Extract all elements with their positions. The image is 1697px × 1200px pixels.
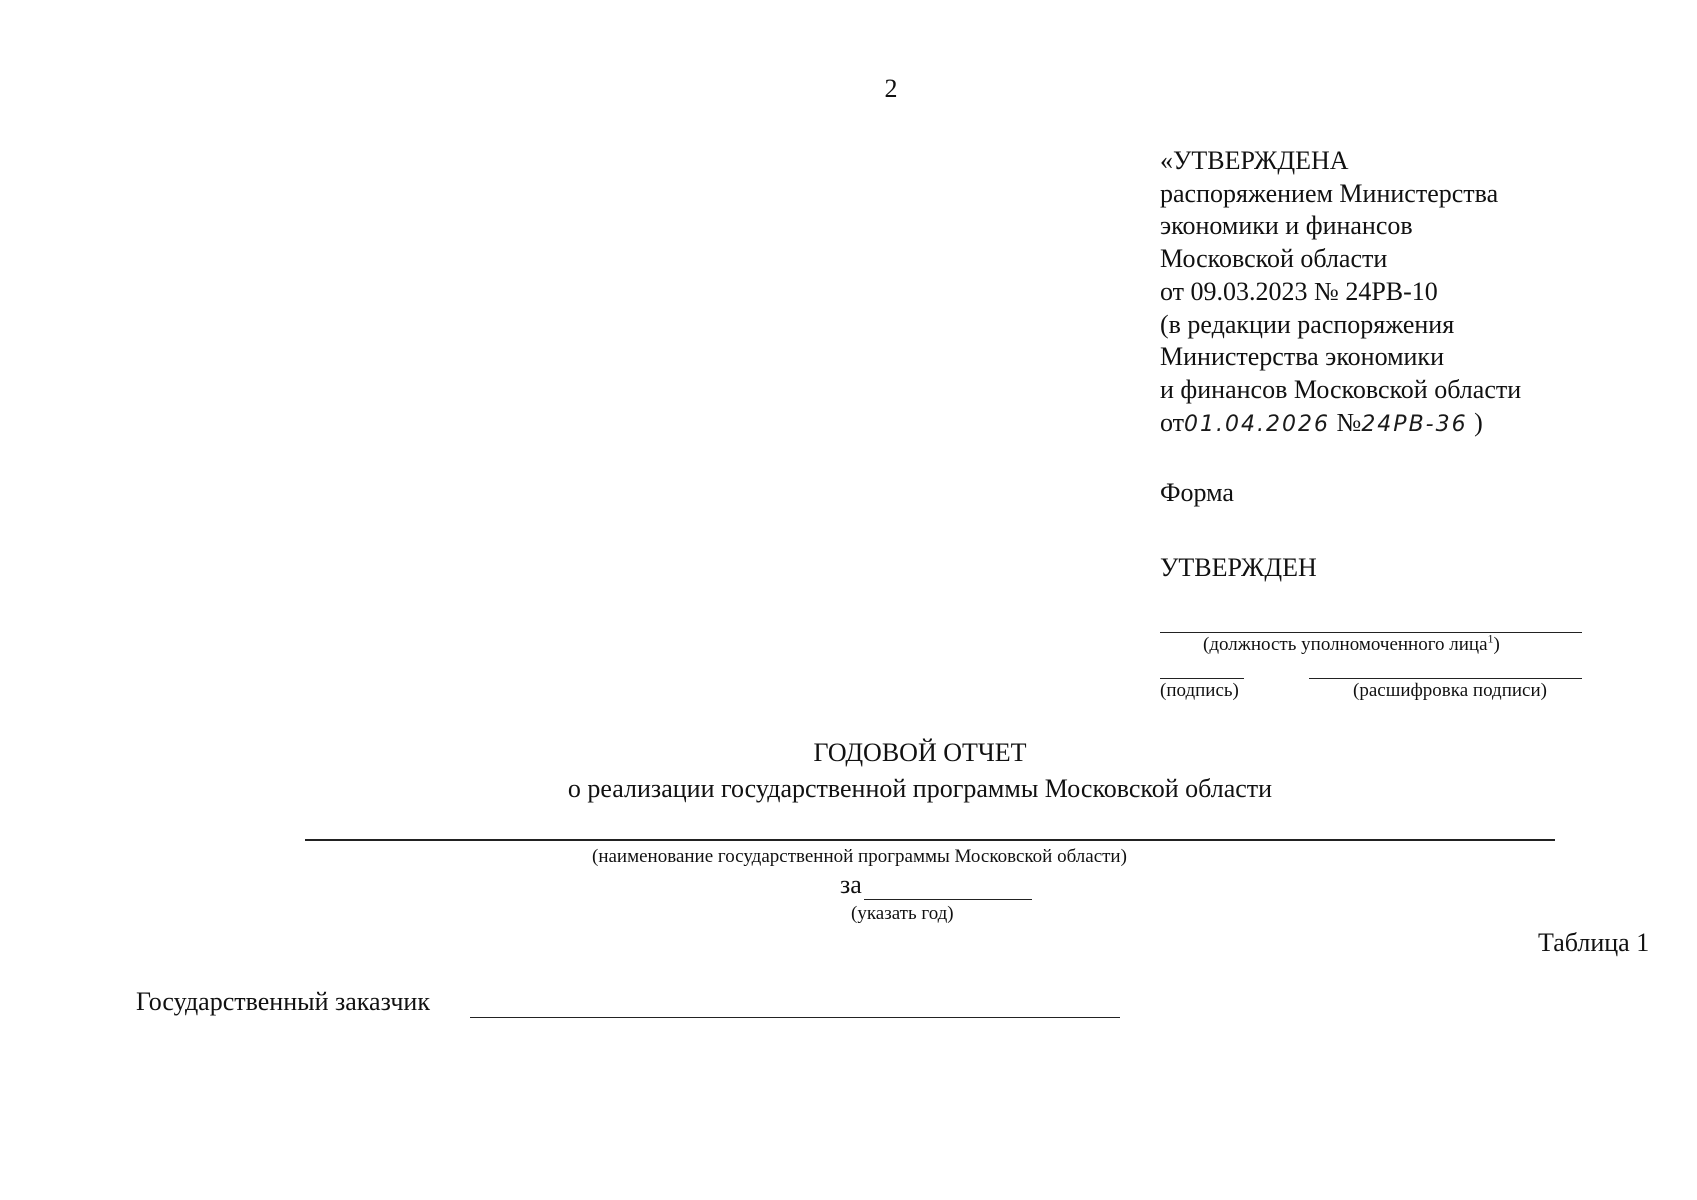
- approval-line: «УТВЕРЖДЕНА: [1160, 146, 1349, 175]
- edition-suffix: ): [1474, 407, 1483, 437]
- table-label: Таблица 1: [1538, 928, 1650, 957]
- approval-line: Московской области: [1160, 244, 1388, 274]
- approval-line: распоряжением Министерства: [1160, 178, 1499, 208]
- form-label: Форма: [1160, 478, 1234, 507]
- program-caption: (наименование государственной программы Московской области): [592, 846, 1127, 867]
- edition-line: [1160, 407, 1521, 442]
- handwritten-edition-date: 01.04.2026: [1184, 411, 1330, 437]
- approval-line: от 09.03.2023 № 24РВ-10: [1160, 276, 1438, 306]
- period-prefix: за: [840, 870, 862, 899]
- approval-line: и финансов Московской области: [1160, 374, 1522, 404]
- customer-line[interactable]: [470, 1017, 1120, 1018]
- signature-caption: (подпись): [1160, 680, 1239, 701]
- position-line[interactable]: [1160, 632, 1582, 633]
- signature-line[interactable]: [1160, 678, 1244, 679]
- customer-label: Государственный заказчик: [136, 987, 430, 1016]
- decoding-line[interactable]: [1309, 678, 1582, 679]
- approval-line: (в редакции распоряжения: [1160, 309, 1455, 339]
- edition-prefix: от: [1160, 407, 1185, 437]
- year-line[interactable]: [864, 899, 1032, 900]
- report-subtitle: о реализации государственной программы Московской области: [567, 774, 1273, 803]
- handwritten-edition-number: 24РВ-36: [1361, 411, 1468, 437]
- approval-line: экономики и финансов: [1160, 211, 1413, 241]
- page-number: 2: [884, 74, 898, 103]
- footnote-marker: 1: [1487, 631, 1494, 646]
- approval-block: [1160, 145, 1521, 441]
- report-title: ГОДОВОЙ ОТЧЕТ: [813, 738, 1027, 767]
- decoding-caption: (расшифровка подписи): [1353, 680, 1547, 701]
- position-caption: (должность уполномоченного лица$^1$): [1203, 631, 1500, 655]
- approval-line: Министерства экономики: [1160, 342, 1444, 372]
- approved-label: УТВЕРЖДЕН: [1160, 553, 1317, 582]
- program-name-line[interactable]: [305, 839, 1555, 841]
- year-caption: (указать год): [851, 903, 954, 924]
- edition-number-prefix: №: [1336, 407, 1362, 437]
